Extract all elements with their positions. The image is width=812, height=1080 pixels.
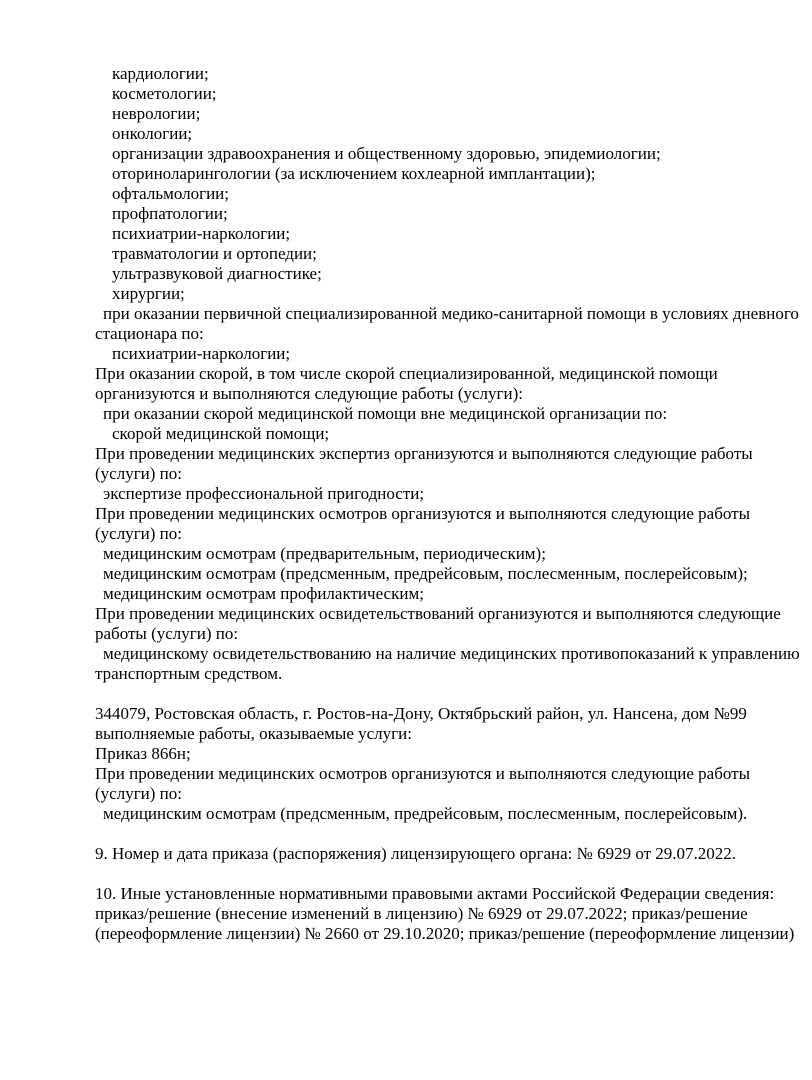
text-line: медицинским осмотрам (предварительным, периодическим);: [103, 544, 546, 563]
text-line: при оказании скорой медицинской помощи вне медицинской организации по:: [103, 404, 668, 423]
text-line: психиатрии-наркологии;: [112, 224, 291, 243]
text-line: Приказ 866н;: [95, 744, 191, 763]
text-line: при оказании первичной специализированной медико-санитарной помощи в условиях дневного: [103, 304, 799, 323]
text-line: ультразвуковой диагностике;: [112, 264, 322, 283]
text-line: 9. Номер и дата приказа (распоряжения) лицензирующего органа: № 6929 от 29.07.2022.: [95, 844, 737, 863]
text-line: 10. Иные установленные нормативными правовыми актами Российской Федерации сведения:: [95, 884, 775, 903]
text-line: оториноларингологии (за исключением кохлеарной имплантации);: [112, 164, 596, 183]
text-line: скорой медицинской помощи;: [112, 424, 330, 443]
text-line: онкологии;: [112, 124, 193, 143]
text-line: приказ/решение (внесение изменений в лицензию) № 6929 от 29.07.2022; приказ/решение: [95, 904, 748, 923]
text-line: стационара по:: [95, 324, 204, 343]
document-page: [95, 64, 800, 944]
text-line: При проведении медицинских осмотров организуются и выполняются следующие работы: [95, 504, 750, 523]
text-line: организации здравоохранения и общественному здоровью, эпидемиологии;: [112, 144, 661, 163]
text-line: травматологии и ортопедии;: [112, 244, 317, 263]
text-line: (услуги) по:: [95, 464, 182, 483]
text-line: медицинским осмотрам (предсменным, предрейсовым, послесменным, послерейсовым).: [103, 804, 748, 823]
text-line: экспертизе профессиональной пригодности;: [103, 484, 425, 503]
text-line: (услуги) по:: [95, 784, 182, 803]
text-line: При оказании скорой, в том числе скорой специализированной, медицинской помощи: [95, 364, 718, 383]
text-line: хирургии;: [112, 284, 185, 303]
text-line: работы (услуги) по:: [95, 624, 239, 643]
blank-line: [95, 824, 795, 844]
text-line: 344079, Ростовская область, г. Ростов-на-Дону, Октябрьский район, ул. Нансена, дом №99: [95, 704, 747, 723]
blank-line: [95, 684, 795, 704]
text-line: медицинскому освидетельствованию на наличие медицинских противопоказаний к управлению: [103, 644, 800, 663]
text-line: косметологии;: [112, 84, 217, 103]
blank-line: [95, 864, 795, 884]
text-line: психиатрии-наркологии;: [112, 344, 291, 363]
text-line: При проведении медицинских экспертиз организуются и выполняются следующие работы: [95, 444, 753, 463]
text-line: транспортным средством.: [95, 664, 283, 683]
text-line: (услуги) по:: [95, 524, 182, 543]
text-line: (переоформление лицензии) № 2660 от 29.10.2020; приказ/решение (переоформление лицензии): [95, 924, 795, 943]
text-line: кардиологии;: [112, 64, 209, 83]
text-line: медицинским осмотрам профилактическим;: [103, 584, 424, 603]
text-line: выполняемые работы, оказываемые услуги:: [95, 724, 412, 743]
text-line: неврологии;: [112, 104, 201, 123]
text-line: профпатологии;: [112, 204, 228, 223]
text-line: При проведении медицинских освидетельствований организуются и выполняются следующие: [95, 604, 781, 623]
text-line: офтальмологии;: [112, 184, 229, 203]
text-line: медицинским осмотрам (предсменным, предрейсовым, послесменным, послерейсовым);: [103, 564, 748, 583]
text-line: организуются и выполняются следующие работы (услуги):: [95, 384, 523, 403]
text-line: При проведении медицинских осмотров организуются и выполняются следующие работы: [95, 764, 750, 783]
